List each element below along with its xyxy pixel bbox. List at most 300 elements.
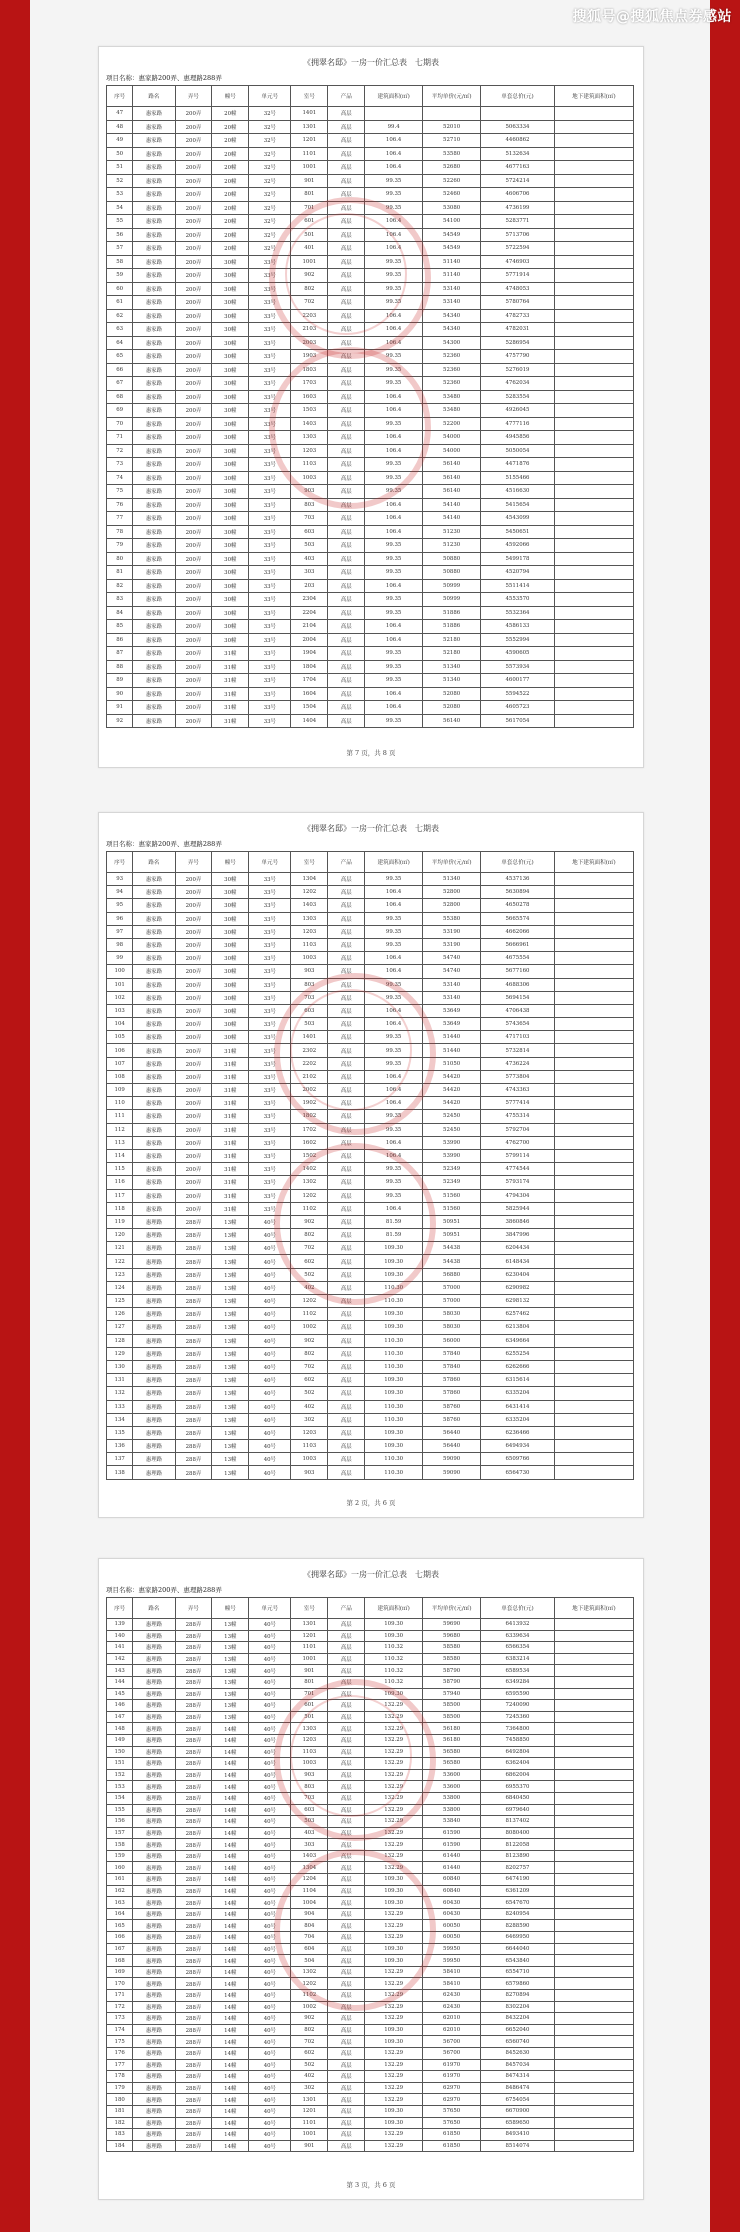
table-cell: 高层 [328, 1426, 365, 1439]
table-cell: 13幢 [212, 1215, 249, 1228]
table-cell [554, 2140, 633, 2152]
table-cell: 14幢 [212, 1943, 249, 1955]
table-cell: 惠家路 [133, 925, 175, 938]
table-cell: 33号 [249, 1018, 291, 1031]
table-cell: 惠理路 [133, 1920, 175, 1932]
table-cell: 181 [107, 2105, 133, 2117]
table-cell: 惠理路 [133, 1874, 175, 1886]
table-cell: 20幢 [212, 188, 249, 202]
table-cell: 14幢 [212, 1758, 249, 1770]
table-cell: 高层 [328, 1466, 365, 1479]
table-cell: 32号 [249, 161, 291, 175]
table-cell: 6474190 [481, 1874, 555, 1886]
table-cell: 109.30 [365, 2036, 423, 2048]
table-cell: 200弄 [175, 134, 212, 148]
table-cell: 288弄 [175, 2036, 212, 2048]
table-row [107, 1792, 634, 1804]
table-cell: 4600177 [481, 674, 555, 688]
table-row [107, 1781, 634, 1793]
table-cell: 140 [107, 1630, 133, 1642]
table-cell: 32号 [249, 188, 291, 202]
table-cell: 6236466 [481, 1426, 555, 1439]
table-cell: 1001 [291, 1653, 328, 1665]
table-cell: 40号 [249, 1966, 291, 1978]
table-cell: 302 [291, 2082, 328, 2094]
table-cell: 惠家路 [133, 363, 175, 377]
table-cell: 288弄 [175, 1374, 212, 1387]
table-cell: 57840 [423, 1360, 481, 1373]
table-cell: 4590605 [481, 647, 555, 661]
table-row [107, 1746, 634, 1758]
table-cell: 200弄 [175, 377, 212, 391]
table-cell: 14幢 [212, 2013, 249, 2025]
table-cell: 288弄 [175, 1653, 212, 1665]
table-cell: 200弄 [175, 255, 212, 269]
table-cell: 1103 [291, 458, 328, 472]
table-cell [554, 2117, 633, 2129]
table-cell: 803 [291, 498, 328, 512]
table-cell: 高层 [328, 1031, 365, 1044]
table-cell: 132.29 [365, 1816, 423, 1828]
table-cell: 52180 [423, 633, 481, 647]
table-cell [554, 1268, 633, 1281]
table-cell: 5283554 [481, 390, 555, 404]
table-cell: 133 [107, 1400, 133, 1413]
table-cell: 惠家路 [133, 120, 175, 134]
table-cell: 33号 [249, 1123, 291, 1136]
table-cell: 111 [107, 1110, 133, 1123]
table-cell: 8432204 [481, 2013, 555, 2025]
table-cell: 200弄 [175, 552, 212, 566]
table-cell: 高层 [328, 255, 365, 269]
table-cell: 惠理路 [133, 2105, 175, 2117]
table-cell: 51140 [423, 255, 481, 269]
table-cell: 33号 [249, 965, 291, 978]
table-cell: 1203 [291, 1426, 328, 1439]
table-cell: 53140 [423, 991, 481, 1004]
table-row [107, 952, 634, 965]
table-row [107, 1453, 634, 1466]
table-cell: 51886 [423, 606, 481, 620]
table-row [107, 1804, 634, 1816]
column-header: 路名 [133, 852, 175, 873]
table-cell: 40号 [249, 1688, 291, 1700]
table-cell: 高层 [328, 120, 365, 134]
table-cell: 高层 [328, 2105, 365, 2117]
column-header: 单元号 [249, 86, 291, 107]
table-cell [554, 1932, 633, 1944]
price-table [106, 1597, 634, 2152]
table-cell: 31幢 [212, 1176, 249, 1189]
table-cell: 30幢 [212, 952, 249, 965]
table-cell: 高层 [328, 2117, 365, 2129]
table-cell: 20幢 [212, 120, 249, 134]
table-cell: 4650278 [481, 899, 555, 912]
table-cell: 高层 [328, 633, 365, 647]
table-cell: 702 [291, 2036, 328, 2048]
table-cell: 高层 [328, 1711, 365, 1723]
table-cell: 61850 [423, 2129, 481, 2141]
table-cell: 288弄 [175, 1897, 212, 1909]
table-cell: 高层 [328, 1321, 365, 1334]
table-row [107, 1676, 634, 1688]
table-cell: 106.4 [365, 1070, 423, 1083]
table-cell: 132.29 [365, 1862, 423, 1874]
table-cell: 33号 [249, 647, 291, 661]
table-cell: 4945856 [481, 431, 555, 445]
table-cell: 200弄 [175, 965, 212, 978]
table-row [107, 886, 634, 899]
table-cell: 105 [107, 1031, 133, 1044]
table-row [107, 1990, 634, 2002]
table-cell [554, 120, 633, 134]
table-cell: 53140 [423, 978, 481, 991]
table-cell: 33号 [249, 1097, 291, 1110]
table-row [107, 701, 634, 715]
table-row [107, 1769, 634, 1781]
column-header: 地下建筑面积(㎡) [554, 852, 633, 873]
table-cell: 200弄 [175, 1149, 212, 1162]
table-cell: 127 [107, 1321, 133, 1334]
table-row [107, 1097, 634, 1110]
table-cell: 288弄 [175, 1920, 212, 1932]
table-cell [554, 886, 633, 899]
column-header: 建筑面积(㎡) [365, 1598, 423, 1619]
table-cell: 159 [107, 1850, 133, 1862]
table-cell: 4774544 [481, 1163, 555, 1176]
table-cell: 5499178 [481, 552, 555, 566]
table-cell: 1902 [291, 1097, 328, 1110]
table-cell: 40号 [249, 1374, 291, 1387]
table-cell: 4543099 [481, 512, 555, 526]
table-cell: 53649 [423, 1018, 481, 1031]
table-cell: 6543840 [481, 1955, 555, 1967]
table-cell: 53840 [423, 1816, 481, 1828]
column-header: 弄号 [175, 86, 212, 107]
table-cell: 288弄 [175, 1642, 212, 1654]
table-cell: 高层 [328, 1347, 365, 1360]
table-cell: 高层 [328, 1619, 365, 1631]
table-row [107, 201, 634, 215]
table-cell: 1502 [291, 1149, 328, 1162]
table-cell: 109.30 [365, 1619, 423, 1631]
table-row [107, 1700, 634, 1712]
table-cell: 288弄 [175, 1281, 212, 1294]
table-cell: 惠理路 [133, 1665, 175, 1677]
table-cell: 99.35 [365, 1031, 423, 1044]
table-cell: 56140 [423, 485, 481, 499]
table-cell [554, 242, 633, 256]
table-cell: 惠理路 [133, 1466, 175, 1479]
table-cell: 高层 [328, 417, 365, 431]
table-cell: 33号 [249, 390, 291, 404]
column-header: 单元号 [249, 852, 291, 873]
table-cell: 高层 [328, 1885, 365, 1897]
table-cell: 56180 [423, 1723, 481, 1735]
table-row [107, 1932, 634, 1944]
table-cell: 99.35 [365, 255, 423, 269]
table-cell: 30幢 [212, 498, 249, 512]
column-header: 单套总价(元) [481, 1598, 555, 1619]
table-cell: 高层 [328, 134, 365, 148]
table-cell [554, 1990, 633, 2002]
table-cell: 1201 [291, 134, 328, 148]
table-cell: 6547670 [481, 1897, 555, 1909]
table-cell: 61440 [423, 1862, 481, 1874]
table-cell: 14幢 [212, 2024, 249, 2036]
table-cell [554, 593, 633, 607]
table-cell: 惠理路 [133, 1426, 175, 1439]
table-cell: 惠理路 [133, 1400, 175, 1413]
table-cell: 高层 [328, 1746, 365, 1758]
table-cell: 57000 [423, 1281, 481, 1294]
table-cell [554, 1955, 633, 1967]
table-cell: 288弄 [175, 1700, 212, 1712]
table-cell: 高层 [328, 1850, 365, 1862]
table-cell: 14幢 [212, 1932, 249, 1944]
table-cell: 惠理路 [133, 2082, 175, 2094]
table-cell: 54300 [423, 336, 481, 350]
table-cell [554, 1874, 633, 1886]
table-cell: 174 [107, 2024, 133, 2036]
table-cell: 惠理路 [133, 1347, 175, 1360]
table-cell: 62010 [423, 2024, 481, 2036]
table-cell: 53080 [423, 201, 481, 215]
table-cell [554, 1308, 633, 1321]
table-cell [554, 1619, 633, 1631]
table-cell: 高层 [328, 363, 365, 377]
table-cell: 802 [291, 1229, 328, 1242]
table-cell: 惠家路 [133, 714, 175, 728]
table-cell: 58790 [423, 1665, 481, 1677]
table-cell: 904 [291, 1908, 328, 1920]
table-cell: 106.4 [365, 620, 423, 634]
table-cell: 62970 [423, 2082, 481, 2094]
table-cell: 52080 [423, 701, 481, 715]
table-cell: 1004 [291, 1897, 328, 1909]
table-cell: 99.35 [365, 1176, 423, 1189]
table-cell [554, 1792, 633, 1804]
table-cell: 110.32 [365, 1665, 423, 1677]
table-row [107, 1136, 634, 1149]
table-cell [554, 1110, 633, 1123]
table-row [107, 539, 634, 553]
table-cell: 30幢 [212, 539, 249, 553]
table-row [107, 161, 634, 175]
table-cell [554, 1966, 633, 1978]
table-cell: 33号 [249, 1110, 291, 1123]
table-cell: 602 [291, 1374, 328, 1387]
table-cell: 99.35 [365, 174, 423, 188]
table-cell: 288弄 [175, 2047, 212, 2059]
table-cell [554, 323, 633, 337]
table-cell: 200弄 [175, 674, 212, 688]
table-cell: 109.30 [365, 1387, 423, 1400]
table-cell: 601 [291, 215, 328, 229]
page-title: 《拥翠名邸》一房一价汇总表 七期表 [303, 824, 439, 833]
table-cell: 惠理路 [133, 1360, 175, 1373]
table-cell: 902 [291, 269, 328, 283]
table-cell: 1102 [291, 1990, 328, 2002]
table-row [107, 417, 634, 431]
table-cell: 153 [107, 1781, 133, 1793]
table-row [107, 1400, 634, 1413]
table-cell [554, 458, 633, 472]
table-row [107, 188, 634, 202]
table-cell: 高层 [328, 1758, 365, 1770]
table-cell: 200弄 [175, 485, 212, 499]
table-cell: 109.30 [365, 1688, 423, 1700]
table-cell: 惠理路 [133, 1897, 175, 1909]
table-cell [554, 620, 633, 634]
table-cell: 132.29 [365, 1723, 423, 1735]
table-cell: 701 [291, 201, 328, 215]
table-cell [554, 1630, 633, 1642]
table-cell: 33号 [249, 296, 291, 310]
table-cell: 1002 [291, 1321, 328, 1334]
table-cell: 惠理路 [133, 1281, 175, 1294]
table-row [107, 925, 634, 938]
table-cell: 惠家路 [133, 390, 175, 404]
table-cell: 110.32 [365, 1676, 423, 1688]
table-cell [554, 1387, 633, 1400]
table-cell: 903 [291, 1466, 328, 1479]
table-cell: 5532364 [481, 606, 555, 620]
table-cell: 8240954 [481, 1908, 555, 1920]
table-cell: 200弄 [175, 471, 212, 485]
table-row [107, 1827, 634, 1839]
table-cell: 901 [291, 1665, 328, 1677]
table-cell: 288弄 [175, 1619, 212, 1631]
table-cell [554, 188, 633, 202]
table-cell: 4592066 [481, 539, 555, 553]
table-cell: 110.30 [365, 1295, 423, 1308]
table-cell [554, 552, 633, 566]
table-cell: 40号 [249, 1885, 291, 1897]
table-cell: 51230 [423, 525, 481, 539]
table-cell [554, 1018, 633, 1031]
table-cell: 33号 [249, 886, 291, 899]
table-cell: 106.4 [365, 1018, 423, 1031]
table-cell: 81.59 [365, 1229, 423, 1242]
table-cell: 惠家路 [133, 1136, 175, 1149]
table-cell: 高层 [328, 1955, 365, 1967]
table-cell: 惠家路 [133, 912, 175, 925]
table-cell: 33号 [249, 912, 291, 925]
table-row [107, 1413, 634, 1426]
table-cell: 6298132 [481, 1295, 555, 1308]
table-cell: 14幢 [212, 1897, 249, 1909]
table-cell: 惠家路 [133, 417, 175, 431]
table-cell: 106.4 [365, 390, 423, 404]
table-cell: 1202 [291, 1295, 328, 1308]
table-cell [554, 1360, 633, 1373]
table-cell: 惠家路 [133, 188, 175, 202]
table-cell: 高层 [328, 1387, 365, 1400]
table-cell: 118 [107, 1202, 133, 1215]
table-cell: 99.35 [365, 1057, 423, 1070]
table-cell: 高层 [328, 228, 365, 242]
table-cell: 20幢 [212, 147, 249, 161]
table-cell: 40号 [249, 2036, 291, 2048]
table-cell: 惠理路 [133, 2094, 175, 2106]
table-row [107, 120, 634, 134]
table-row [107, 296, 634, 310]
table-cell: 145 [107, 1688, 133, 1700]
table-cell: 57650 [423, 2117, 481, 2129]
table-cell: 173 [107, 2013, 133, 2025]
table-cell: 30幢 [212, 633, 249, 647]
table-cell [554, 1176, 633, 1189]
table-cell [554, 350, 633, 364]
table-cell: 高层 [328, 242, 365, 256]
table-cell: 288弄 [175, 2071, 212, 2083]
table-cell: 高层 [328, 471, 365, 485]
table-cell: 149 [107, 1734, 133, 1746]
table-row [107, 1885, 634, 1897]
table-cell: 31幢 [212, 1149, 249, 1162]
table-cell [554, 255, 633, 269]
table-cell: 1102 [291, 1308, 328, 1321]
table-cell: 高层 [328, 323, 365, 337]
table-cell: 200弄 [175, 498, 212, 512]
table-cell: 99.35 [365, 873, 423, 886]
table-row [107, 147, 634, 161]
table-cell: 155 [107, 1804, 133, 1816]
table-cell: 31幢 [212, 660, 249, 674]
table-cell: 惠理路 [133, 1827, 175, 1839]
column-header: 幢号 [212, 86, 249, 107]
table-cell: 惠家路 [133, 965, 175, 978]
table-cell: 14幢 [212, 1990, 249, 2002]
table-cell: 82 [107, 579, 133, 593]
table-cell: 144 [107, 1676, 133, 1688]
table-cell: 高层 [328, 1440, 365, 1453]
table-cell: 200弄 [175, 1110, 212, 1123]
table-cell: 99.35 [365, 363, 423, 377]
table-cell: 5825944 [481, 1202, 555, 1215]
table-cell: 高层 [328, 2047, 365, 2059]
table-cell: 1503 [291, 404, 328, 418]
table-cell: 288弄 [175, 1804, 212, 1816]
table-cell: 5694154 [481, 991, 555, 1004]
table-cell: 惠理路 [133, 2036, 175, 2048]
table-row [107, 1360, 634, 1373]
table-cell: 惠理路 [133, 1769, 175, 1781]
table-cell: 501 [291, 228, 328, 242]
table-cell: 33号 [249, 620, 291, 634]
table-cell: 52349 [423, 1176, 481, 1189]
table-cell: 288弄 [175, 2013, 212, 2025]
table-cell: 30幢 [212, 309, 249, 323]
table-cell: 62430 [423, 2001, 481, 2013]
table-cell: 121 [107, 1242, 133, 1255]
column-header: 室号 [291, 1598, 328, 1619]
table-cell: 125 [107, 1295, 133, 1308]
table-cell [554, 2094, 633, 2106]
table-cell: 33号 [249, 579, 291, 593]
table-row [107, 1070, 634, 1083]
table-cell: 1203 [291, 444, 328, 458]
table-row [107, 215, 634, 229]
table-cell: 惠家路 [133, 674, 175, 688]
table-cell: 200弄 [175, 633, 212, 647]
table-cell: 30幢 [212, 323, 249, 337]
table-cell: 132.29 [365, 1792, 423, 1804]
table-cell: 106.4 [365, 1149, 423, 1162]
table-cell [554, 1758, 633, 1770]
table-cell: 200弄 [175, 1163, 212, 1176]
